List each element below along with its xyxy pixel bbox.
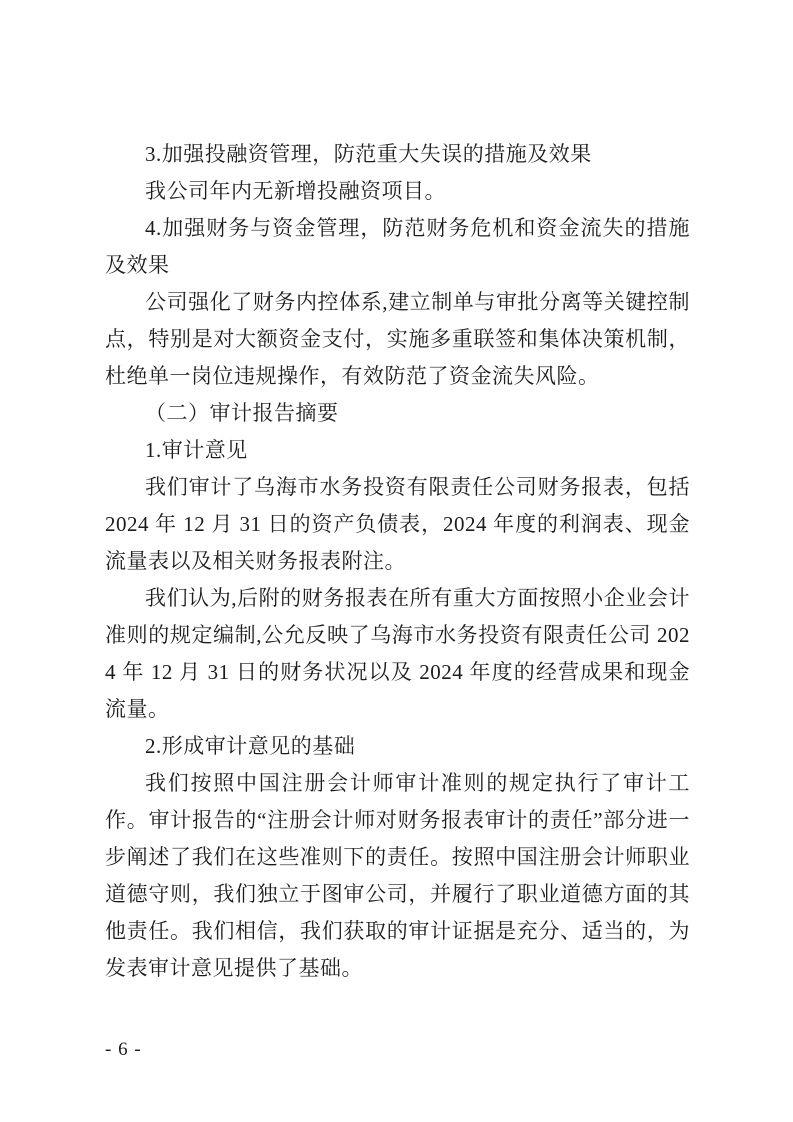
subsection-heading-basis-for-opinion: 2.形成审计意见的基础 bbox=[145, 734, 356, 758]
subsection-heading-audit-opinion: 1.审计意见 bbox=[145, 438, 248, 462]
page-number: - 6 - bbox=[105, 1039, 142, 1060]
paragraph-item-4-heading: 4.加强财务与资金管理，防范财务危机和资金流失的措施及效果 bbox=[105, 216, 690, 277]
paragraph-audit-opinion-body: 我们认为,后附的财务报表在所有重大方面按照小企业会计准则的规定编制,公允反映了乌海市水务投资有限责任公司 2024 年 12 月 31 日的财务状况以及 2024 年度的经营成果和现金流量。 bbox=[105, 586, 690, 721]
document-body bbox=[105, 136, 690, 987]
paragraph-audit-scope: 我们审计了乌海市水务投资有限责任公司财务报表，包括 2024 年 12 月 31 日的资产负债表，2024 年度的利润表、现金流量表以及相关财务报表附注。 bbox=[105, 475, 690, 573]
paragraph-internal-control: 公司强化了财务内控体系,建立制单与审批分离等关键控制点，特别是对大额资金支付，实施多重联签和集体决策机制，杜绝单一岗位违规操作，有效防范了资金流失风险。 bbox=[105, 290, 690, 388]
section-heading-audit-report-summary: （二）审计报告摘要 bbox=[145, 401, 339, 425]
paragraph-item-3-heading: 3.加强投融资管理，防范重大失误的措施及效果 bbox=[145, 142, 592, 166]
paragraph-no-new-investment: 我公司年内无新增投融资项目。 bbox=[145, 179, 446, 203]
paragraph-basis-for-opinion-body: 我们按照中国注册会计师审计准则的规定执行了审计工作。审计报告的“注册会计师对财务报表审计的责任”部分进一步阐述了我们在这些准则下的责任。按照中国注册会计师职业道德守则，我们独立于图审公司，并履行了职业道德方面的其他责任。我们相信，我们获取的审计证据是充分、适当的，为发表审计意见提供了基础。 bbox=[105, 771, 690, 980]
